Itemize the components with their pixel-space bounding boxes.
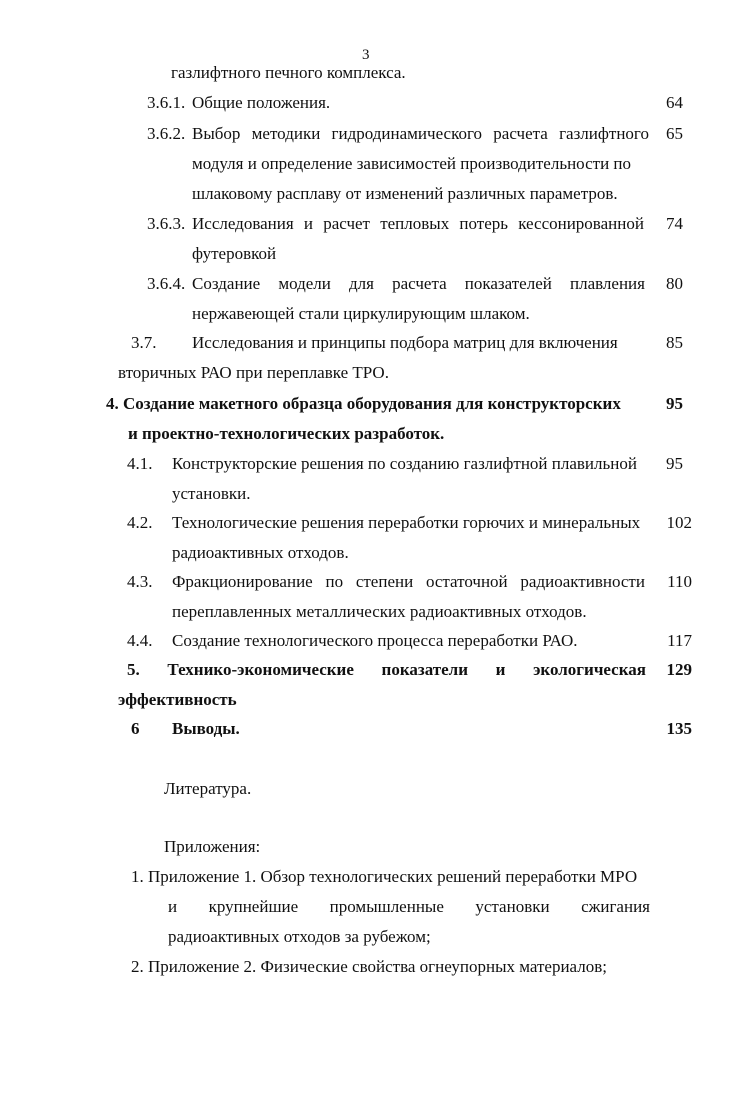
- appendix-word: крупнейшие: [208, 897, 299, 916]
- toc-number: 3.6.4.: [147, 274, 186, 293]
- toc-number: 3.7.: [131, 333, 157, 352]
- toc-page: 74: [666, 214, 683, 233]
- toc-word: потерь: [459, 214, 509, 233]
- toc-word: по: [325, 572, 344, 591]
- toc-word: Исследования: [192, 214, 294, 233]
- toc-page: 102: [666, 513, 692, 532]
- appendix-text: 1. Приложение 1. Обзор технологических решений переработки МРО: [131, 867, 638, 886]
- toc-word: Создание: [192, 274, 261, 293]
- toc-heading: Выводы.: [172, 719, 240, 738]
- toc-text: Общие положения.: [192, 93, 331, 112]
- toc-word: 5.: [127, 660, 140, 679]
- toc-page: 117: [667, 631, 692, 650]
- toc-number: 3.6.1.: [147, 93, 186, 112]
- toc-word: тепловых: [380, 214, 450, 233]
- toc-word: расчета: [493, 124, 548, 143]
- toc-number: 6: [131, 719, 140, 738]
- toc-word: методики: [251, 124, 321, 143]
- toc-page: 64: [666, 93, 683, 112]
- toc-page: 135: [666, 719, 692, 738]
- toc-number: 4.2.: [127, 513, 153, 532]
- toc-text: нержавеющей стали циркулирующим шлаком.: [192, 304, 530, 323]
- page-number: 3: [362, 47, 370, 63]
- toc-text: шлаковому расплаву от изменений различных параметров.: [192, 184, 618, 203]
- toc-word: модели: [278, 274, 331, 293]
- toc-number: 4.1.: [127, 454, 153, 473]
- toc-heading: эффективность: [118, 690, 237, 709]
- toc-text: футеровкой: [192, 244, 277, 263]
- toc-word: для: [349, 274, 374, 293]
- toc-word: остаточной: [425, 572, 508, 591]
- toc-word: степени: [355, 572, 414, 591]
- toc-word: Фракционирование: [172, 572, 313, 591]
- toc-word: Выбор: [192, 124, 241, 143]
- toc-text: вторичных РАО при переплавке ТРО.: [118, 363, 389, 382]
- toc-word: экологическая: [533, 660, 646, 679]
- toc-word: кессонированной: [518, 214, 644, 233]
- toc-page: 95: [666, 394, 683, 413]
- appendices-heading: Приложения:: [164, 837, 261, 856]
- toc-page: 80: [666, 274, 683, 293]
- toc-page: 129: [666, 660, 692, 679]
- toc-text: переплавленных металлических радиоактивных отходов.: [172, 602, 587, 621]
- toc-text: Технологические решения переработки горючих и минеральных: [172, 513, 641, 532]
- toc-page: 85: [666, 333, 683, 352]
- toc-word: и: [495, 660, 506, 679]
- toc-word: радиоактивности: [520, 572, 645, 591]
- toc-text: Конструкторские решения по созданию газлифтной плавильной: [172, 454, 637, 473]
- toc-word: показателей: [464, 274, 552, 293]
- toc-word: расчет: [323, 214, 370, 233]
- literature: Литература.: [164, 779, 252, 798]
- toc-page: 65: [666, 124, 683, 143]
- toc-word: газлифтного: [559, 124, 649, 143]
- toc-word: расчета: [392, 274, 447, 293]
- appendix-word: промышленные: [329, 897, 444, 916]
- toc-word: Технико-экономические: [167, 660, 354, 679]
- appendix-word: сжигания: [581, 897, 650, 916]
- appendix-text: радиоактивных отходов за рубежом;: [168, 927, 431, 946]
- toc-page: 95: [666, 454, 683, 473]
- toc-number: 3.6.3.: [147, 214, 186, 233]
- toc-number: 3.6.2.: [147, 124, 186, 143]
- appendix-2: 2. Приложение 2. Физические свойства огнеупорных материалов;: [131, 957, 607, 976]
- toc-word: и: [303, 214, 313, 233]
- toc-number: 4.4.: [127, 631, 153, 650]
- toc-page: 110: [667, 572, 692, 591]
- toc-heading: и проектно-технологических разработок.: [128, 424, 445, 443]
- toc-text: радиоактивных отходов.: [172, 543, 349, 562]
- toc-word: плавления: [570, 274, 645, 293]
- toc-word: гидродинамического: [331, 124, 483, 143]
- toc-text: Исследования и принципы подбора матриц для включения: [192, 333, 618, 352]
- toc-heading: 4. Создание макетного образца оборудования для конструкторских: [106, 394, 621, 413]
- toc-line: газлифтного печного комплекса.: [171, 63, 406, 82]
- toc-number: 4.3.: [127, 572, 153, 591]
- appendix-word: и: [168, 897, 178, 916]
- toc-text: Создание технологического процесса переработки РАО.: [172, 631, 578, 650]
- toc-text: модуля и определение зависимостей производительности по: [192, 154, 632, 173]
- appendix-word: установки: [475, 897, 550, 916]
- toc-text: установки.: [172, 484, 251, 503]
- toc-word: показатели: [381, 660, 468, 679]
